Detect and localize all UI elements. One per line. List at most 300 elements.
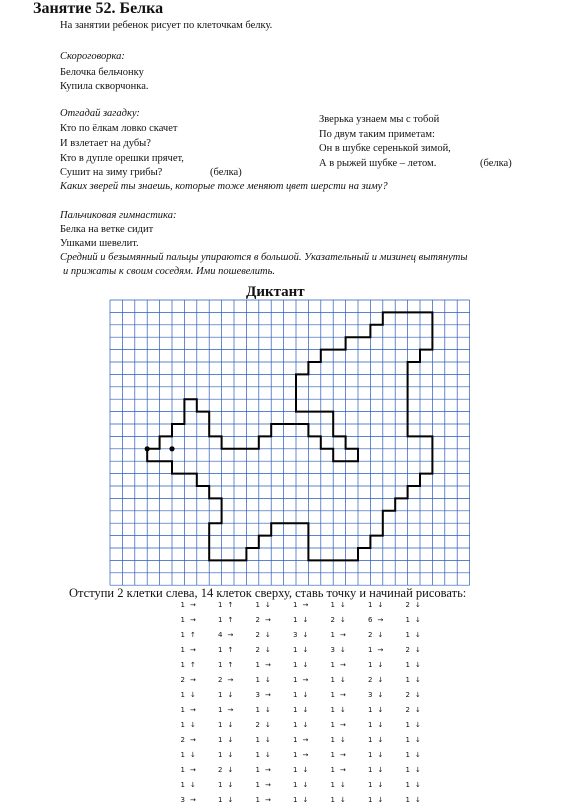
step-arrow-icon: ↓ xyxy=(415,601,421,609)
step-count: 1 xyxy=(405,796,410,804)
step-count: 1 xyxy=(180,721,185,729)
step-count: 1 xyxy=(368,721,373,729)
step-arrow-icon: ↓ xyxy=(302,691,309,699)
dictant-step xyxy=(288,616,322,624)
dictant-step xyxy=(213,691,247,699)
step-count: 1 xyxy=(218,721,223,729)
finger-gym-heading: Пальчиковая гимнастика: xyxy=(60,210,177,221)
step-count: 1 xyxy=(293,661,298,669)
step-count: 1 xyxy=(255,736,260,744)
step-arrow-icon: ↓ xyxy=(302,721,309,729)
dictant-step xyxy=(175,631,209,639)
dictant-step xyxy=(288,751,322,759)
dictant-step xyxy=(325,631,359,639)
step-arrow-icon: ↓ xyxy=(340,781,346,789)
finger-gym-line-2: Ушками шевелит. xyxy=(60,238,139,249)
step-arrow-icon: → xyxy=(377,616,384,624)
tongue-twister-line-1: Белочка бельчонку xyxy=(60,67,144,78)
dictant-step xyxy=(213,781,247,789)
step-arrow-icon: ↑ xyxy=(227,616,234,624)
step-arrow-icon: → xyxy=(190,616,196,624)
dictant-step xyxy=(213,601,247,609)
step-count: 1 xyxy=(330,706,335,714)
step-arrow-icon: ↓ xyxy=(227,781,234,789)
step-count: 1 xyxy=(180,691,185,699)
dictant-step xyxy=(363,736,397,744)
step-count: 1 xyxy=(330,661,335,669)
dictant-step xyxy=(213,631,247,639)
dictant-step xyxy=(175,676,209,684)
dictant-step xyxy=(213,676,247,684)
dictant-step xyxy=(400,781,434,789)
riddle-heading: Отгадай загадку: xyxy=(60,108,140,119)
step-count: 1 xyxy=(330,796,335,804)
step-count: 1 xyxy=(405,751,410,759)
step-count: 1 xyxy=(293,766,298,774)
finger-gym-note-1: Средний и безымянный пальцы упираются в большой. Указательный и мизинец вытянуты xyxy=(60,252,468,263)
dictant-step xyxy=(213,766,247,774)
step-count: 6 xyxy=(368,616,373,624)
step-arrow-icon: ↓ xyxy=(265,676,271,684)
step-arrow-icon: → xyxy=(302,601,309,609)
step-arrow-icon: → xyxy=(265,781,271,789)
dictant-title: Диктант xyxy=(246,284,305,300)
step-arrow-icon: ↓ xyxy=(415,736,421,744)
dictant-step xyxy=(250,616,284,624)
step-count: 3 xyxy=(330,646,335,654)
step-count: 1 xyxy=(255,781,260,789)
step-arrow-icon: ↓ xyxy=(415,781,421,789)
dictant-step xyxy=(325,751,359,759)
step-arrow-icon: ↓ xyxy=(415,766,421,774)
riddle2-line-4: А в рыжей шубке – летом. xyxy=(319,158,437,169)
step-arrow-icon: → xyxy=(190,736,196,744)
step-count: 1 xyxy=(180,766,185,774)
dictant-step xyxy=(250,766,284,774)
step-arrow-icon: → xyxy=(190,646,196,654)
step-count: 1 xyxy=(180,601,185,609)
step-count: 1 xyxy=(218,736,223,744)
dictant-step xyxy=(250,691,284,699)
dictant-step xyxy=(363,706,397,714)
step-count: 1 xyxy=(255,661,260,669)
step-count: 1 xyxy=(293,781,298,789)
dictant-step xyxy=(213,616,247,624)
dictant-step xyxy=(325,646,359,654)
step-arrow-icon: → xyxy=(190,766,196,774)
dictant-step xyxy=(363,721,397,729)
step-arrow-icon: → xyxy=(302,736,309,744)
step-count: 1 xyxy=(405,766,410,774)
step-arrow-icon: ↓ xyxy=(340,676,346,684)
step-count: 1 xyxy=(180,616,185,624)
dictant-step xyxy=(250,661,284,669)
step-count: 1 xyxy=(330,691,335,699)
dictant-step xyxy=(250,646,284,654)
step-arrow-icon: ↓ xyxy=(340,796,346,804)
step-count: 1 xyxy=(218,601,223,609)
step-count: 2 xyxy=(405,601,410,609)
dictant-step xyxy=(363,751,397,759)
step-count: 1 xyxy=(255,796,260,804)
step-count: 2 xyxy=(368,676,373,684)
step-count: 2 xyxy=(368,631,373,639)
step-arrow-icon: ↓ xyxy=(377,781,384,789)
step-arrow-icon: ↓ xyxy=(227,736,234,744)
dictant-step xyxy=(175,781,209,789)
dictant-step xyxy=(288,766,322,774)
step-arrow-icon: ↓ xyxy=(265,721,271,729)
step-count: 1 xyxy=(218,616,223,624)
step-arrow-icon: ↓ xyxy=(190,691,196,699)
dictant-step xyxy=(288,706,322,714)
step-arrow-icon: ↓ xyxy=(190,781,196,789)
dictant-step xyxy=(288,601,322,609)
step-arrow-icon: ↓ xyxy=(415,616,421,624)
dictant-step xyxy=(325,721,359,729)
step-arrow-icon: ↓ xyxy=(377,631,384,639)
step-arrow-icon: → xyxy=(190,601,196,609)
step-count: 1 xyxy=(330,781,335,789)
dictant-step xyxy=(250,751,284,759)
dictant-step xyxy=(363,631,397,639)
dictant-step xyxy=(288,796,322,804)
step-count: 1 xyxy=(330,766,335,774)
step-arrow-icon: ↓ xyxy=(377,796,384,804)
dictant-step xyxy=(288,646,322,654)
step-count: 1 xyxy=(368,766,373,774)
step-count: 1 xyxy=(368,796,373,804)
dictant-step xyxy=(213,721,247,729)
dictant-step xyxy=(250,736,284,744)
riddle2-line-3: Он в шубке серенькой зимой, xyxy=(319,143,451,154)
dictant-step xyxy=(288,781,322,789)
step-arrow-icon: ↓ xyxy=(415,631,421,639)
dictant-step xyxy=(175,691,209,699)
step-arrow-icon: ↓ xyxy=(415,796,421,804)
step-arrow-icon: ↓ xyxy=(377,721,384,729)
dictant-step xyxy=(175,646,209,654)
step-count: 1 xyxy=(218,706,223,714)
step-arrow-icon: ↓ xyxy=(377,751,384,759)
finger-gym-line-1: Белка на ветке сидит xyxy=(60,224,154,235)
step-arrow-icon: ↓ xyxy=(190,751,196,759)
riddle1-line-2: И взлетает на дубы? xyxy=(60,138,151,149)
step-count: 2 xyxy=(405,706,410,714)
step-count: 1 xyxy=(330,736,335,744)
step-count: 3 xyxy=(293,631,298,639)
step-count: 1 xyxy=(330,751,335,759)
dictant-step xyxy=(175,751,209,759)
dictant-step xyxy=(175,661,209,669)
step-arrow-icon: ↓ xyxy=(415,751,421,759)
dictant-step xyxy=(325,781,359,789)
dictant-step xyxy=(288,691,322,699)
dictant-step xyxy=(400,631,434,639)
step-arrow-icon: ↓ xyxy=(415,721,421,729)
step-count: 1 xyxy=(255,601,260,609)
dictant-step xyxy=(213,646,247,654)
step-count: 1 xyxy=(218,646,223,654)
dictant-step xyxy=(363,616,397,624)
dictant-step xyxy=(288,676,322,684)
dictant-step xyxy=(213,706,247,714)
step-count: 1 xyxy=(368,781,373,789)
dictant-step xyxy=(363,661,397,669)
step-count: 1 xyxy=(218,661,223,669)
start-dot xyxy=(145,446,150,451)
step-count: 1 xyxy=(218,796,223,804)
step-arrow-icon: ↓ xyxy=(415,661,421,669)
dictant-step xyxy=(400,751,434,759)
tongue-twister-heading: Скороговорка: xyxy=(60,51,125,62)
dictant-step xyxy=(288,721,322,729)
riddle2-line-1: Зверька узнаем мы с тобой xyxy=(319,114,440,125)
step-arrow-icon: ↓ xyxy=(377,691,384,699)
lesson-intro: На занятии ребенок рисует по клеточкам белку. xyxy=(60,20,273,31)
step-arrow-icon: ↓ xyxy=(227,751,234,759)
step-arrow-icon: ↓ xyxy=(377,661,384,669)
step-count: 2 xyxy=(218,766,223,774)
dictant-step xyxy=(325,706,359,714)
step-arrow-icon: → xyxy=(340,721,346,729)
step-count: 1 xyxy=(255,751,260,759)
dictant-step xyxy=(400,736,434,744)
step-count: 1 xyxy=(405,616,410,624)
dictant-step xyxy=(175,766,209,774)
dictant-step xyxy=(400,706,434,714)
step-arrow-icon: ↓ xyxy=(302,631,309,639)
finger-gym-note-2: и прижаты к своим соседям. Ими пошевелить. xyxy=(63,266,275,277)
step-arrow-icon: → xyxy=(340,661,346,669)
step-count: 1 xyxy=(405,631,410,639)
step-arrow-icon: → xyxy=(265,661,271,669)
step-arrow-icon: ↓ xyxy=(265,706,271,714)
dictant-step xyxy=(250,781,284,789)
step-arrow-icon: ↓ xyxy=(302,706,309,714)
step-count: 1 xyxy=(330,601,335,609)
step-count: 2 xyxy=(255,631,260,639)
step-arrow-icon: ↓ xyxy=(265,751,271,759)
step-count: 1 xyxy=(330,721,335,729)
dictant-step xyxy=(400,766,434,774)
dictant-step xyxy=(175,616,209,624)
dictant-step xyxy=(400,646,434,654)
dictant-step xyxy=(363,691,397,699)
dictant-instruction: Отступи 2 клетки слева, 14 клеток сверху, ставь точку и начинай рисовать: xyxy=(69,586,467,600)
tongue-twister-line-2: Купила скворчонка. xyxy=(60,81,149,92)
dictant-step xyxy=(250,721,284,729)
step-arrow-icon: ↓ xyxy=(227,766,234,774)
dictant-step xyxy=(213,661,247,669)
step-count: 2 xyxy=(218,676,223,684)
riddle1-line-4: Сушит на зиму грибы? xyxy=(60,167,163,178)
step-count: 1 xyxy=(180,706,185,714)
dictant-step xyxy=(400,616,434,624)
riddle1-line-1: Кто по ёлкам ловко скачет xyxy=(60,123,178,134)
lesson-title: Занятие 52. Белка xyxy=(33,0,164,17)
step-arrow-icon: → xyxy=(340,631,346,639)
dictant-step xyxy=(325,691,359,699)
step-arrow-icon: → xyxy=(227,676,234,684)
dictant-step xyxy=(175,721,209,729)
step-arrow-icon: → xyxy=(377,646,384,654)
dictant-step xyxy=(288,736,322,744)
dictant-step xyxy=(400,796,434,804)
step-arrow-icon: ↓ xyxy=(302,766,309,774)
step-arrow-icon: ↓ xyxy=(227,691,234,699)
dictant-step xyxy=(363,646,397,654)
step-count: 2 xyxy=(405,691,410,699)
step-arrow-icon: ↓ xyxy=(415,691,421,699)
dictant-step xyxy=(250,601,284,609)
step-arrow-icon: ↓ xyxy=(340,616,346,624)
dictant-step xyxy=(325,616,359,624)
step-count: 1 xyxy=(293,616,298,624)
dictant-step xyxy=(400,721,434,729)
dictant-step xyxy=(175,796,209,804)
step-count: 1 xyxy=(405,721,410,729)
step-arrow-icon: ↓ xyxy=(302,781,309,789)
step-arrow-icon: ↓ xyxy=(302,616,309,624)
step-arrow-icon: ↓ xyxy=(377,766,384,774)
step-count: 1 xyxy=(180,661,185,669)
dictant-step xyxy=(175,706,209,714)
step-arrow-icon: ↓ xyxy=(377,736,384,744)
step-arrow-icon: ↓ xyxy=(265,646,271,654)
dictant-step xyxy=(400,691,434,699)
step-count: 1 xyxy=(180,781,185,789)
riddle2-line-2: По двум таким приметам: xyxy=(319,129,435,140)
dictant-step xyxy=(288,631,322,639)
dictant-step xyxy=(363,766,397,774)
dictant-step xyxy=(325,676,359,684)
step-count: 1 xyxy=(293,691,298,699)
step-arrow-icon: ↑ xyxy=(190,661,196,669)
step-count: 1 xyxy=(330,631,335,639)
step-count: 1 xyxy=(405,661,410,669)
step-count: 1 xyxy=(405,736,410,744)
step-count: 1 xyxy=(180,631,185,639)
step-count: 1 xyxy=(255,676,260,684)
step-arrow-icon: ↓ xyxy=(340,646,346,654)
step-count: 1 xyxy=(368,661,373,669)
step-arrow-icon: → xyxy=(190,706,196,714)
dictant-step xyxy=(325,796,359,804)
step-count: 4 xyxy=(218,631,223,639)
dictant-step xyxy=(400,661,434,669)
step-count: 3 xyxy=(368,691,373,699)
step-arrow-icon: ↓ xyxy=(377,706,384,714)
step-arrow-icon: ↓ xyxy=(265,601,271,609)
step-arrow-icon: ↓ xyxy=(377,601,384,609)
step-arrow-icon: ↓ xyxy=(302,646,309,654)
step-count: 1 xyxy=(368,706,373,714)
step-arrow-icon: ↓ xyxy=(340,706,346,714)
step-arrow-icon: ↓ xyxy=(227,721,234,729)
dictant-step xyxy=(363,676,397,684)
step-arrow-icon: → xyxy=(302,676,309,684)
dictant-step xyxy=(363,796,397,804)
start-dot xyxy=(169,446,174,451)
step-arrow-icon: ↓ xyxy=(415,646,421,654)
step-arrow-icon: ↓ xyxy=(190,721,196,729)
dictant-step xyxy=(325,661,359,669)
step-count: 1 xyxy=(218,781,223,789)
step-count: 2 xyxy=(180,736,185,744)
step-count: 1 xyxy=(368,646,373,654)
step-arrow-icon: ↓ xyxy=(415,676,421,684)
dictant-step xyxy=(250,676,284,684)
step-count: 2 xyxy=(330,616,335,624)
step-arrow-icon: → xyxy=(340,691,346,699)
step-count: 2 xyxy=(405,646,410,654)
step-arrow-icon: → xyxy=(227,706,234,714)
riddle2-answer: (белка) xyxy=(480,158,512,169)
step-count: 1 xyxy=(405,676,410,684)
dictant-step xyxy=(175,736,209,744)
dictant-step xyxy=(175,601,209,609)
dictant-step xyxy=(213,736,247,744)
step-count: 1 xyxy=(368,601,373,609)
dictant-step xyxy=(363,601,397,609)
step-count: 1 xyxy=(293,751,298,759)
step-arrow-icon: → xyxy=(302,751,309,759)
step-count: 3 xyxy=(255,691,260,699)
winter-fur-question: Каких зверей ты знаешь, которые тоже меняют цвет шерсти на зиму? xyxy=(60,181,388,192)
riddle1-line-3: Кто в дупле орешки прячет, xyxy=(60,153,184,164)
step-arrow-icon: ↓ xyxy=(415,706,421,714)
riddle1-answer: (белка) xyxy=(210,167,242,178)
step-count: 1 xyxy=(293,796,298,804)
step-arrow-icon: → xyxy=(265,796,271,804)
step-arrow-icon: ↓ xyxy=(340,736,346,744)
dictant-step xyxy=(250,631,284,639)
step-arrow-icon: → xyxy=(340,766,346,774)
step-arrow-icon: ↑ xyxy=(227,661,234,669)
dictant-step xyxy=(288,661,322,669)
step-count: 1 xyxy=(218,751,223,759)
step-count: 1 xyxy=(368,751,373,759)
step-count: 1 xyxy=(255,706,260,714)
step-count: 1 xyxy=(255,766,260,774)
step-count: 1 xyxy=(368,736,373,744)
step-count: 1 xyxy=(293,676,298,684)
step-count: 1 xyxy=(293,706,298,714)
step-arrow-icon: ↑ xyxy=(190,631,196,639)
step-count: 3 xyxy=(180,796,185,804)
step-count: 1 xyxy=(218,691,223,699)
dictant-step xyxy=(213,796,247,804)
dictant-step xyxy=(400,601,434,609)
step-count: 1 xyxy=(293,601,298,609)
step-count: 1 xyxy=(293,646,298,654)
step-arrow-icon: → xyxy=(265,616,271,624)
step-count: 1 xyxy=(293,721,298,729)
step-arrow-icon: ↓ xyxy=(377,676,384,684)
step-count: 2 xyxy=(255,616,260,624)
step-arrow-icon: → xyxy=(190,676,196,684)
step-arrow-icon: → xyxy=(227,631,234,639)
step-count: 1 xyxy=(180,751,185,759)
step-count: 1 xyxy=(330,676,335,684)
dictant-step xyxy=(400,676,434,684)
step-count: 2 xyxy=(255,646,260,654)
step-count: 2 xyxy=(255,721,260,729)
dictant-step xyxy=(250,706,284,714)
dictant-step xyxy=(325,736,359,744)
step-arrow-icon: ↓ xyxy=(302,796,309,804)
